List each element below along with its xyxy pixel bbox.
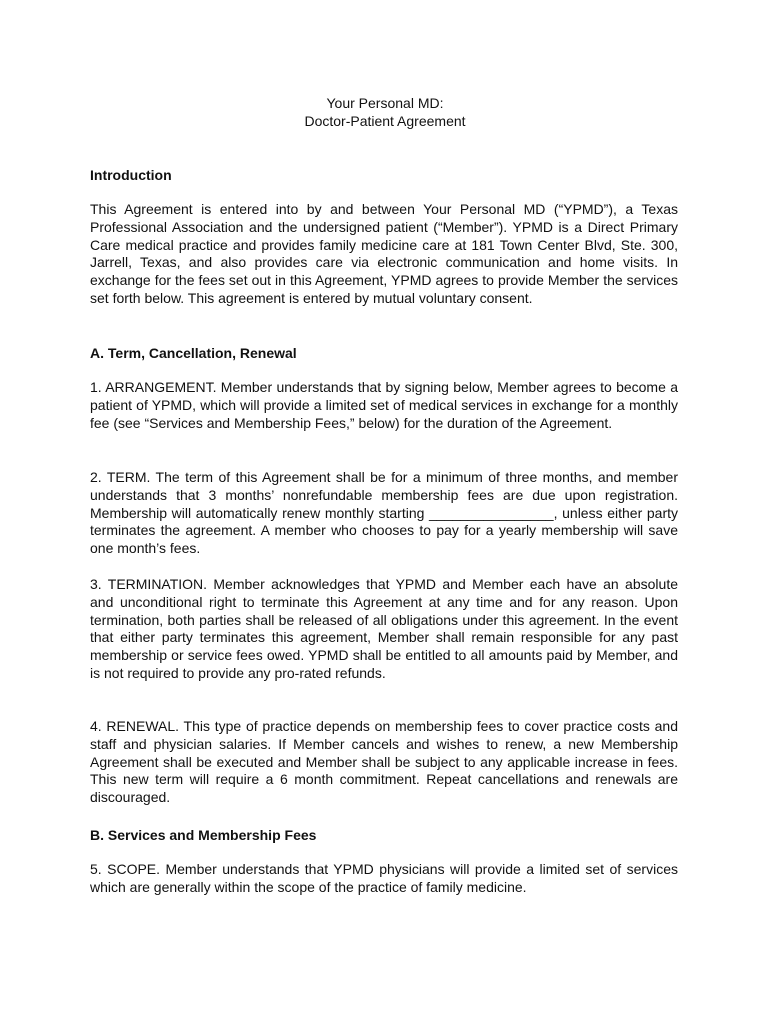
document-title-line2: Doctor-Patient Agreement (304, 113, 466, 129)
paragraph-renewal: 4. RENEWAL. This type of practice depends on membership fees to cover practice costs and staff and physician salaries. If Member cancels and wishes to renew, a new Membership Agreement shall be executed and Member shall be subject to any applicable increase in fees. This new term will require a 6 month commitment. Repeat cancellations and renewals are discouraged. (90, 718, 678, 806)
section-a-heading: A. Term, Cancellation, Renewal (90, 345, 297, 361)
intro-paragraph: This Agreement is entered into by and between Your Personal MD (“YPMD”), a Texas Professional Association and the undersigned patient (“Member”). YPMD is a Direct Primary Care medical practice and provides family medicine care at 181 Town Center Blvd, Ste. 300, Jarrell, Texas, and also provides care via electronic communication and home visits. In exchange for the fees set out in this Agreement, YPMD agrees to provide Member the services set forth below. This agreement is entered by mutual voluntary consent. (90, 201, 678, 306)
paragraph-arrangement: 1. ARRANGEMENT. Member understands that by signing below, Member agrees to become a patient of YPMD, which will provide a limited set of medical services in exchange for a monthly fee (see “Services and Membership Fees,” below) for the duration of the Agreement. (90, 379, 678, 431)
intro-heading: Introduction (90, 167, 172, 183)
paragraph-scope: 5. SCOPE. Member understands that YPMD physicians will provide a limited set of services which are generally within the scope of the practice of family medicine. (90, 861, 678, 895)
document-title-line1: Your Personal MD: (326, 95, 444, 111)
paragraph-term: 2. TERM. The term of this Agreement shall be for a minimum of three months, and member understands that 3 months’ nonrefundable membership fees are due upon registration. Membership will automatically renew monthly starting ________________, unless either party terminates the agreement. A member who chooses to pay for a yearly membership will save one month’s fees. (90, 469, 678, 557)
paragraph-termination: 3. TERMINATION. Member acknowledges that YPMD and Member each have an absolute and unconditional right to terminate this Agreement at any time and for any reason. Upon termination, both parties shall be released of all obligations under this agreement. In the event that either party terminates this agreement, Member shall remain responsible for any past membership or service fees owed. YPMD shall be entitled to all amounts paid by Member, and is not required to provide any pro-rated refunds. (90, 576, 678, 681)
section-b-heading: B. Services and Membership Fees (90, 827, 317, 843)
